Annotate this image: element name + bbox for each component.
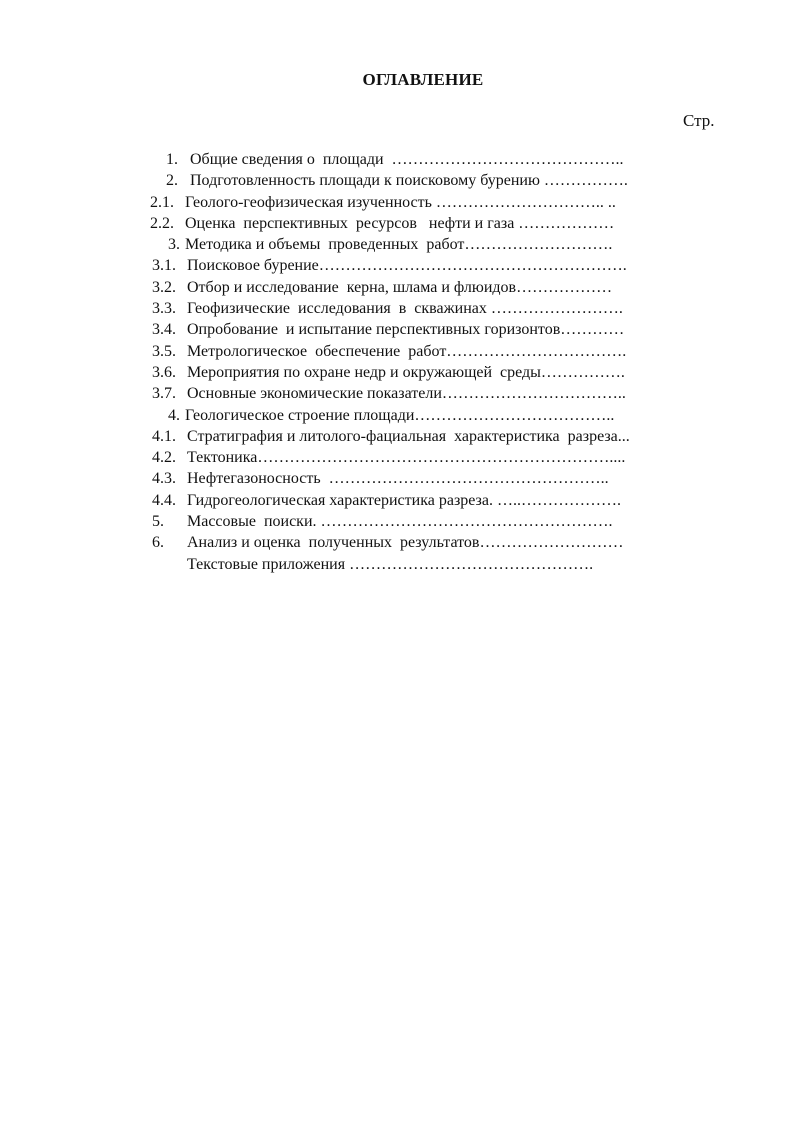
toc-entry-title: Тектоника………………………………………………………….... — [187, 449, 626, 467]
toc-entry — [150, 554, 750, 575]
toc-entry — [150, 532, 750, 553]
toc-entry — [150, 255, 750, 276]
toc-entry-number: 4.3. — [152, 470, 176, 488]
toc-entry-title: Геологическое строение площади……………………………….. — [185, 406, 615, 424]
toc-entry — [150, 362, 750, 383]
toc-entry-title: Анализ и оценка полученных результатов……………………… — [187, 534, 624, 552]
toc-entry-title: Геолого-геофизическая изученность ………………………….. .. — [185, 193, 616, 211]
toc-entry — [150, 468, 750, 489]
table-of-contents — [150, 149, 750, 575]
toc-entry — [150, 298, 750, 319]
toc-entry — [150, 170, 750, 191]
toc-entry-number: 2.2. — [150, 214, 174, 232]
toc-entry-title: Основные экономические показатели…………………………….. — [187, 385, 626, 403]
toc-entry-number: 3.4. — [152, 321, 176, 339]
toc-entry — [150, 277, 750, 298]
toc-entry-title: Мероприятия по охране недр и окружающей среды……………. — [187, 363, 625, 381]
toc-entry — [150, 447, 750, 468]
toc-entry — [150, 490, 750, 511]
toc-entry-number: 3.5. — [152, 342, 176, 360]
toc-entry-number: 3.1. — [152, 257, 176, 275]
toc-entry-title: Опробование и испытание перспективных горизонтов………… — [187, 321, 625, 339]
toc-entry-title: Общие сведения о площади …………………………………….. — [190, 151, 624, 168]
toc-entry-number: 3. — [168, 236, 180, 254]
toc-entry-number: 4. — [168, 406, 180, 424]
toc-entry — [150, 511, 750, 532]
toc-entry — [150, 405, 750, 426]
toc-entry-number: 4.2. — [152, 449, 176, 467]
toc-entry-title: Стратиграфия и литолого-фациальная характеристика разреза... — [187, 427, 630, 445]
toc-entry — [150, 192, 750, 213]
toc-entry-title: Массовые поиски. ………………………………………………. — [187, 513, 613, 531]
toc-entry-title: Нефтегазоносность …………………………………………….. — [187, 470, 609, 488]
toc-entry-number: 3.7. — [152, 385, 176, 403]
toc-entry-number: 1. — [166, 151, 178, 168]
toc-entry-number: 6. — [152, 534, 164, 552]
toc-entry-number: 2. — [166, 172, 178, 190]
toc-entry-title: Гидрогеологическая характеристика разреза. …..………………. — [187, 491, 621, 509]
toc-entry-title: Оценка перспективных ресурсов нефти и газа ……………… — [185, 214, 615, 232]
toc-entry-number: 3.2. — [152, 278, 176, 296]
toc-entry — [150, 319, 750, 340]
toc-entry-title: Метрологическое обеспечение работ……………………………. — [187, 342, 627, 360]
toc-entry-number: 3.6. — [152, 363, 176, 381]
toc-entry — [150, 149, 750, 170]
toc-entry-number: 2.1. — [150, 193, 174, 211]
toc-entry-number: 3.3. — [152, 300, 176, 318]
toc-entry-title: Поисковое бурение…………………………………………………. — [187, 257, 627, 275]
toc-entry-title: Текстовые приложения ………………………………………. — [187, 555, 594, 573]
toc-entry — [150, 341, 750, 362]
toc-entry-title: Отбор и исследование керна, шлама и флюидов……………… — [187, 278, 613, 296]
toc-entry-number: 5. — [152, 513, 164, 531]
toc-entry-number: 4.4. — [152, 491, 176, 509]
toc-entry-title: Методика и объемы проведенных работ………………………. — [185, 236, 613, 254]
toc-entry — [150, 426, 750, 447]
toc-entry — [150, 213, 750, 234]
toc-entry — [150, 234, 750, 255]
toc-entry-title: Подготовленность площади к поисковому бурению ……………. — [190, 172, 628, 190]
toc-entry-title: Геофизические исследования в скважинах ……………………. — [187, 300, 623, 318]
toc-entry — [150, 383, 750, 404]
page-title: ОГЛАВЛЕНИЕ — [362, 70, 484, 89]
page-number-column-label: Стр. — [683, 111, 715, 130]
toc-entry-number: 4.1. — [152, 427, 176, 445]
